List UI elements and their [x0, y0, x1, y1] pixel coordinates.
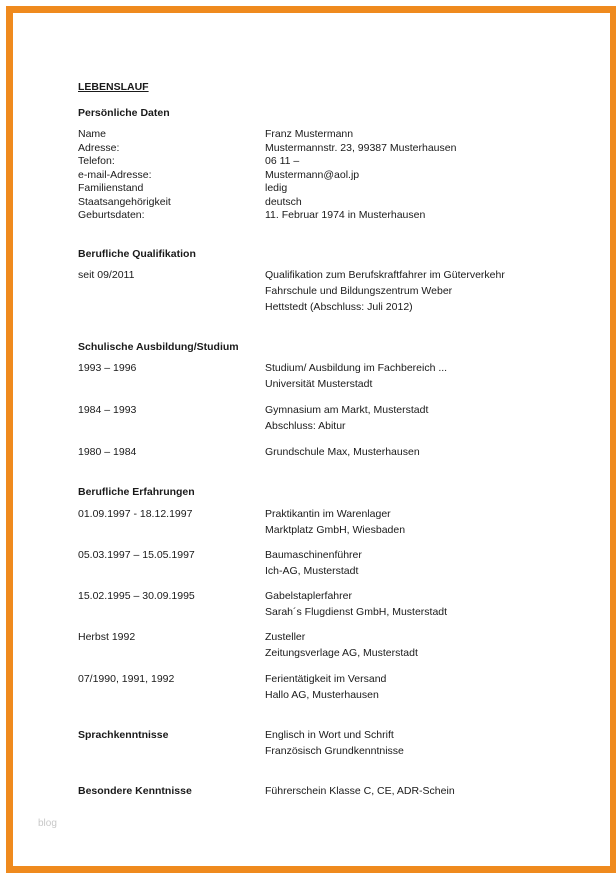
languages-details: Englisch in Wort und Schrift Französisch Grundkenntnisse [265, 729, 404, 757]
section-heading-experience: Berufliche Erfahrungen [78, 486, 195, 498]
experience-period: 01.09.1997 - 18.12.1997 [78, 508, 193, 520]
education-details: Gymnasium am Markt, Musterstadt Abschluss: Abitur [265, 404, 429, 432]
experience-details: Gabelstaplerfahrer Sarah´s Flugdienst GmbH, Musterstadt [265, 590, 448, 618]
section-heading-qualification: Berufliche Qualifikation [78, 248, 196, 260]
experience-period: 07/1990, 1991, 1992 [78, 673, 175, 685]
experience-details: Zusteller Zeitungsverlage AG, Musterstadt [265, 631, 418, 659]
education-details: Grundschule Max, Musterhausen [265, 446, 420, 458]
label-marital: Familienstand [78, 182, 144, 194]
value-nationality: deutsch [265, 195, 302, 208]
section-heading-skills: Besondere Kenntnisse [78, 785, 192, 797]
experience-period: Herbst 1992 [78, 631, 136, 643]
label-birth: Geburtsdaten: [78, 209, 145, 221]
education-period: 1993 – 1996 [78, 362, 137, 374]
education-period: 1980 – 1984 [78, 446, 137, 458]
label-phone: Telefon: [78, 155, 115, 167]
section-heading-languages: Sprachkenntnisse [78, 729, 169, 741]
qualification-period: seit 09/2011 [78, 269, 135, 281]
experience-period: 05.03.1997 – 15.05.1997 [78, 549, 195, 561]
page-title: LEBENSLAUF [78, 81, 149, 93]
section-heading-education: Schulische Ausbildung/Studium [78, 341, 239, 353]
value-name: Franz Mustermann [265, 128, 354, 140]
experience-details: Praktikantin im Warenlager Marktplatz GmbH, Wiesbaden [265, 508, 406, 536]
value-birth: 11. Februar 1974 in Musterhausen [265, 209, 426, 221]
education-details: Studium/ Ausbildung im Fachbereich ... Universität Musterstadt [265, 362, 448, 390]
section-heading-personal: Persönliche Daten [78, 107, 170, 119]
value-marital: ledig [265, 182, 288, 194]
label-email: e-mail-Adresse: [78, 168, 152, 181]
experience-details: Baumaschinenführer Ich-AG, Musterstadt [265, 549, 362, 577]
personal-values [265, 128, 456, 223]
experience-period: 15.02.1995 – 30.09.1995 [78, 590, 195, 602]
label-nationality: Staatsangehörigkeit [78, 195, 171, 208]
experience-details: Ferientätigkeit im Versand Hallo AG, Musterhausen [265, 673, 387, 701]
label-name: Name [78, 128, 107, 140]
value-email: Mustermann@aol.jp [265, 168, 360, 181]
value-address: Mustermannstr. 23, 99387 Musterhausen [265, 141, 457, 154]
value-phone: 06 11 – [265, 155, 300, 167]
qualification-details: Qualifikation zum Berufskraftfahrer im Güterverkehr Fahrschule und Bildungszentrum Weber Hettstedt (Abschluss: Juli 2012) [265, 269, 505, 313]
personal-labels [78, 128, 171, 223]
label-address: Adresse: [78, 141, 120, 154]
skills-details: Führerschein Klasse C, CE, ADR-Schein [265, 785, 455, 797]
education-period: 1984 – 1993 [78, 404, 137, 416]
watermark: blog [38, 818, 57, 829]
